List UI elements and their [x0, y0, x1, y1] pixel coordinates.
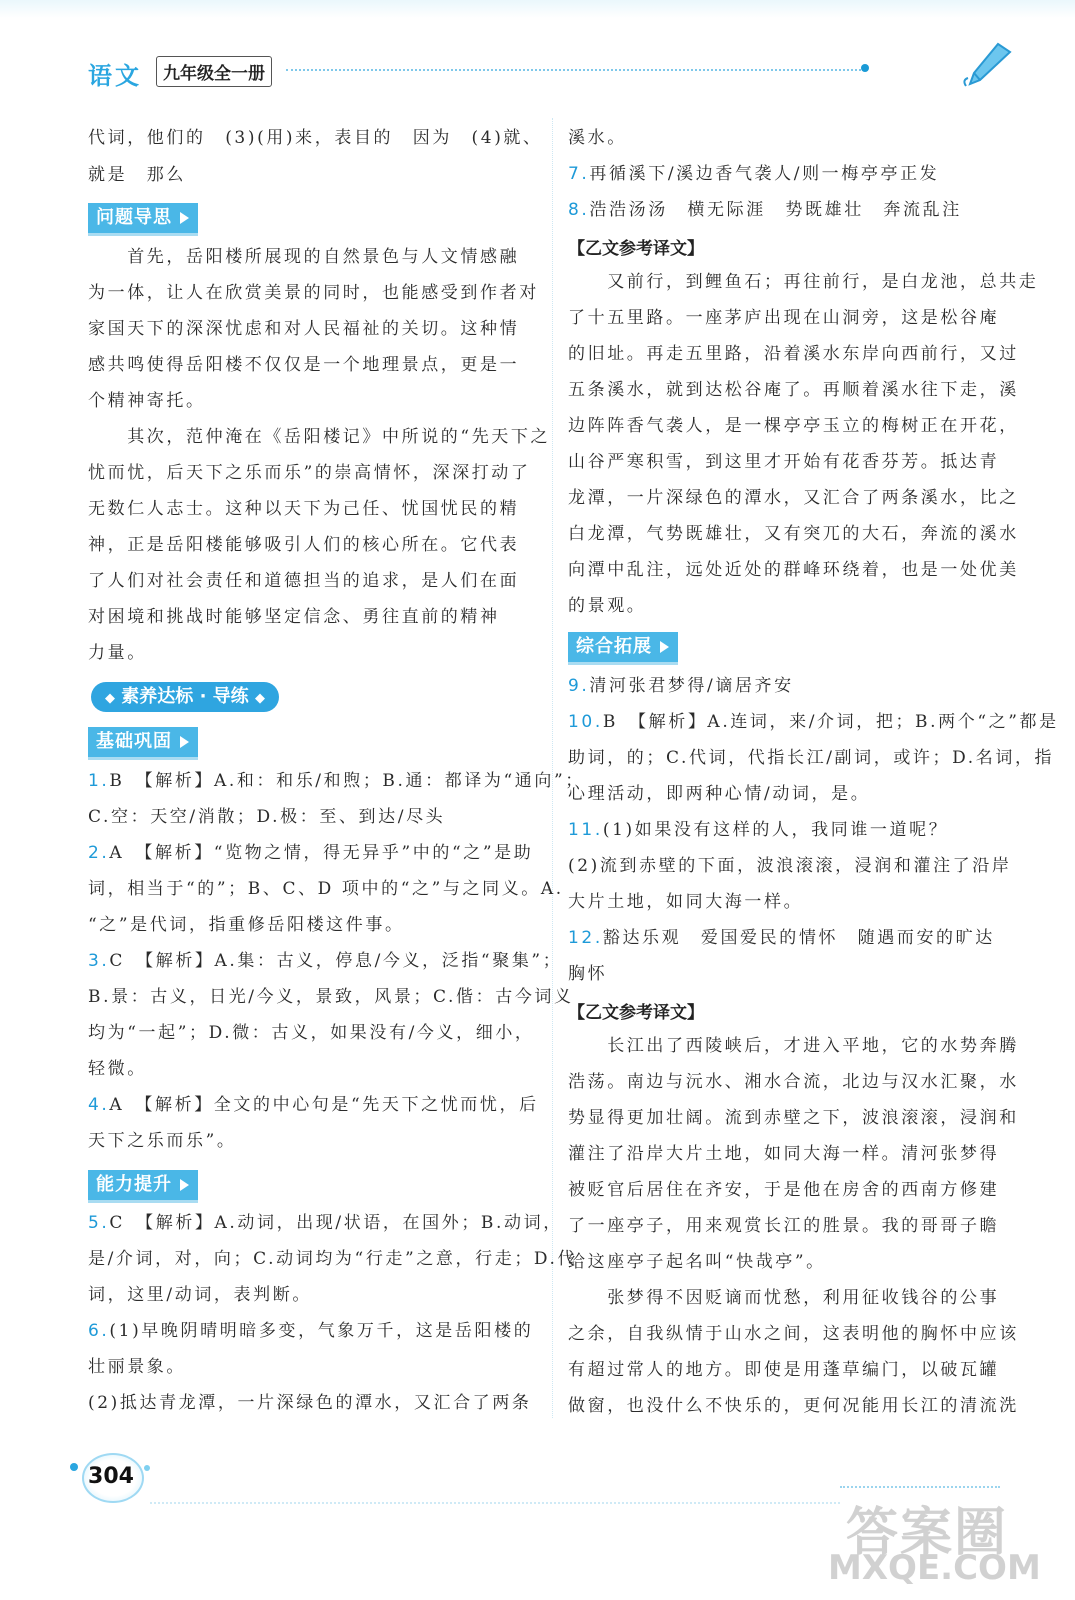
answer-line: 轻微。	[88, 1059, 147, 1079]
question-number: 1.	[88, 771, 110, 791]
section-label: 综合拓展	[576, 636, 652, 657]
answer-line: 就是 那么	[88, 165, 186, 185]
section-label: 问题导思	[96, 207, 172, 228]
pen-icon	[958, 40, 1018, 90]
answer-line: 天下之乐而乐”。	[88, 1131, 237, 1151]
watermark-url: MXQE.COM	[828, 1548, 1041, 1588]
answer-line: 大片土地，如同大海一样。	[568, 892, 804, 912]
answer-line: 心理活动，即两种心情/动词，是。	[568, 784, 871, 804]
question-number: 11.	[568, 820, 603, 840]
section-wenti-daosi	[88, 203, 198, 233]
text-line: 被贬官后居住在齐安，于是他在房舍的西南方修建	[568, 1180, 1000, 1200]
text-line: 张梦得不因贬谪而忧愁，利用征收钱谷的公事	[568, 1288, 1000, 1308]
text-line: 首先，岳阳楼所展现的自然景色与人文情感融	[88, 247, 520, 267]
text-line: 其次，范仲淹在《岳阳楼记》中所说的“先天下之	[88, 427, 551, 447]
text-line: 神，正是岳阳楼能够吸引人们的核心所在。它代表	[88, 535, 520, 555]
question-number: 6.	[88, 1321, 110, 1341]
page-header	[88, 52, 1028, 92]
question-number: 5.	[88, 1213, 110, 1233]
text-line: 了十五里路。一座茅庐出现在山洞旁，这是松谷庵	[568, 308, 1000, 328]
text-line: 为一体，让人在欣赏美景的同时，也能感受到作者对	[88, 283, 539, 303]
answer-line: 助词，的；C.代词，代指长江/副词，或许；D.名词，指	[568, 748, 1055, 768]
answer-line: 词，这里/动词，表判断。	[88, 1285, 312, 1305]
text-line: 五条溪水，就到达松谷庵了。再顺着溪水往下走，溪	[568, 380, 1019, 400]
answer-line: 胸怀	[568, 964, 608, 984]
header-dotted-line	[286, 69, 861, 71]
text-line: 边阵阵香气袭人，是一棵亭亭玉立的梅树正在开花，	[568, 416, 1019, 436]
text-line: 的景观。	[568, 596, 647, 616]
answer-line: 溪水。	[568, 128, 627, 148]
text-line: 向潭中乱注，远处近处的群峰环绕着，也是一处优美	[568, 560, 1019, 580]
answer-line: 12.豁达乐观 爱国爱民的情怀 随遇而安的旷达	[568, 928, 995, 948]
watermark-logo	[828, 1490, 1058, 1598]
text-line: 做窗，也没什么不快乐的，更何况能用长江的清流洗	[568, 1396, 1019, 1416]
text-line: 龙潭，一片深绿色的潭水，又汇合了两条溪水，比之	[568, 488, 1019, 508]
text-line: 长江出了西陵峡后，才进入平地，它的水势奔腾	[568, 1036, 1019, 1056]
question-number: 3.	[88, 951, 110, 971]
section-label: 基础巩固	[96, 731, 172, 752]
page-number: 304	[88, 1464, 134, 1489]
diamond-icon: ◆	[105, 691, 115, 706]
answer-line: 5.C 【解析】A.动词，出现/状语，在国外；B.动词，	[88, 1213, 563, 1233]
text-line: 之余，自我纵情于山水之间，这表明他的胸怀中应该	[568, 1324, 1019, 1344]
text-line: 的旧址。再走五里路，沿着溪水东岸向西前行，又过	[568, 344, 1019, 364]
section-label: 能力提升	[96, 1174, 172, 1195]
watermark-text: 答案圈	[846, 1503, 1009, 1563]
top-band	[0, 0, 1075, 18]
answer-line: 词，相当于“的”；B、C、D 项中的“之”与之同义。A.	[88, 879, 564, 899]
question-number: 4.	[88, 1095, 110, 1115]
answer-line: 是/介词，对，向；C.动词均为“行走”之意，行走；D.代	[88, 1249, 578, 1269]
question-number: 12.	[568, 928, 603, 948]
text-line: 了人们对社会责任和道德担当的追求，是人们在面	[88, 571, 520, 591]
text-line: 白龙潭，气势既雄壮，又有突兀的大石，奔流的溪水	[568, 524, 1019, 544]
text-line: 了一座亭子，用来观赏长江的胜景。我的哥哥子瞻	[568, 1216, 1000, 1236]
diamond-icon: ◆	[254, 691, 265, 706]
question-number: 7.	[568, 164, 590, 184]
answer-line: B.景：古义，日光/今义，景致，风景；C.偕：古今词义	[88, 987, 574, 1007]
answer-line: 11.(1)如果没有这样的人，我同谁一道呢？	[568, 820, 949, 840]
answer-line: C.空：天空/消散；D.极：至、到达/尽头	[88, 807, 446, 827]
answer-line: 6.(1)早晚阴晴明暗多变，气象万千，这是岳阳楼的	[88, 1321, 534, 1341]
section-nengli-tisheng	[88, 1170, 198, 1200]
answer-line: 2.A 【解析】“览物之情，得无异乎”中的“之”是助	[88, 843, 534, 863]
answer-line: (2)流到赤壁的下面，波浪滚滚，浸润和灌注了沿岸	[568, 856, 1012, 876]
page-number-badge	[78, 1453, 148, 1501]
section-zonghe-tuozhan	[568, 632, 678, 662]
answer-line: (2)抵达青龙潭，一片深绿色的潭水，又汇合了两条	[88, 1393, 532, 1413]
question-number: 9.	[568, 676, 590, 696]
answer-line: 代词，他们的 (3)(用)来，表目的 因为 (4)就、	[88, 128, 543, 148]
answer-line: 3.C 【解析】A.集：古义，停息/今义，泛指“聚集”；	[88, 951, 563, 971]
question-number: 8.	[568, 200, 590, 220]
answer-line: 7.再循溪下/溪边香气袭人/则一梅亭亭正发	[568, 164, 940, 184]
text-line: 忧而忧，后天下之乐而乐”的崇高情怀，深深打动了	[88, 463, 531, 483]
text-line: 家国天下的深深忧虑和对人民福祉的关切。这种情	[88, 319, 520, 339]
question-number: 2.	[88, 843, 110, 863]
pill-label-a: 素养达标	[121, 686, 194, 707]
text-line: 山谷严寒积雪，到这里才开始有花香芬芳。抵达青	[568, 452, 1000, 472]
footer-dotted-line	[150, 1502, 840, 1504]
section-jichu-gonggu	[88, 727, 198, 757]
header-dot	[861, 64, 869, 72]
translation-heading: 【乙文参考译文】	[568, 239, 704, 259]
answer-line: 9.清河张君梦得/谪居齐安	[568, 676, 794, 696]
answer-line: 10.B 【解析】A.连词，来/介词，把；B.两个“之”都是	[568, 712, 1059, 732]
decor-dot	[144, 1465, 150, 1471]
pill-label-b: 导练	[212, 686, 249, 707]
answer-line: “之”是代词，指重修岳阳楼这件事。	[88, 915, 405, 935]
answer-line: 1.B 【解析】A.和：和乐/和煦；B.通：都译为“通向”；	[88, 771, 585, 791]
text-line: 有超过常人的地方。即使是用蓬草编门，以破瓦罐	[568, 1360, 1000, 1380]
answer-line: 8.浩浩汤汤 横无际涯 势既雄壮 奔流乱注	[568, 200, 962, 220]
text-line: 给这座亭子起名叫“快哉亭”。	[568, 1252, 826, 1272]
answer-line: 4.A 【解析】全文的中心句是“先天下之忧而忧，后	[88, 1095, 539, 1115]
text-line: 对困境和挑战时能够坚定信念、勇往直前的精神	[88, 607, 500, 627]
text-line: 浩荡。南边与沅水、湘水合流，北边与汉水汇聚，水	[568, 1072, 1019, 1092]
text-line: 无数仁人志士。这种以天下为己任、忧国忧民的精	[88, 499, 520, 519]
text-line: 灌注了沿岸大片土地，如同大海一样。清河张梦得	[568, 1144, 1000, 1164]
decor-dot	[70, 1463, 78, 1471]
question-number: 10.	[568, 712, 603, 732]
text-line: 又前行，到鲤鱼石；再往前行，是白龙池，总共走	[568, 272, 1039, 292]
text-line: 力量。	[88, 643, 147, 663]
grade-label: 九年级全一册	[156, 56, 272, 87]
text-line: 个精神寄托。	[88, 391, 206, 411]
subject-title: 语文	[88, 62, 142, 90]
section-suyang-dabiao: ◆ 素养达标 · 导练 ◆	[91, 682, 279, 712]
answer-line: 均为“一起”；D.微：古义，如果没有/今义，细小，	[88, 1023, 535, 1043]
translation-heading: 【乙文参考译文】	[568, 1003, 704, 1023]
answer-line: 壮丽景象。	[88, 1357, 186, 1377]
text-line: 感共鸣使得岳阳楼不仅仅是一个地理景点，更是一	[88, 355, 520, 375]
text-line: 势显得更加壮阔。流到赤壁之下，波浪滚滚，浸润和	[568, 1108, 1019, 1128]
footer-dotted-line	[840, 1486, 1000, 1488]
